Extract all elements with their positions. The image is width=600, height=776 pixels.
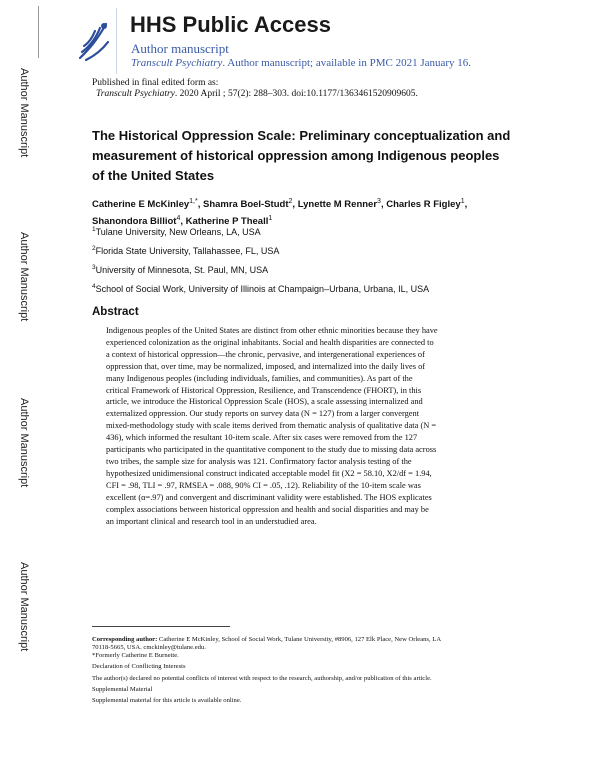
side-label-1: Author Manuscript — [18, 68, 30, 158]
affiliation-text: School of Social Work, University of Illinois at Champaign–Urbana, Urbana, IL, USA — [95, 284, 430, 294]
affiliation-text: Tulane University, New Orleans, LA, USA — [95, 227, 261, 237]
author-name: Charles R Figley — [386, 199, 461, 211]
abstract-line: experienced colonization as the original inhabitants. Social and health disparities are connected to — [106, 337, 434, 347]
abstract-line: oppression that, over time, may be normalized, imposed, and internalized into the daily lives of — [106, 361, 426, 371]
abstract-line: many Indigenous peoples (including individuals, families, and communities). As part of the — [106, 373, 413, 383]
abstract-heading: Abstract — [92, 306, 139, 318]
affiliation-sup: 1 — [92, 226, 96, 233]
author-name: Katherine P Theall — [185, 216, 269, 228]
author-sup: 1 — [460, 198, 465, 205]
author-name: Catherine E McKinley — [92, 199, 190, 211]
side-label-4: Author Manuscript — [18, 562, 30, 652]
abstract-line: externalized oppression. Our study reports on survey data (N = 127) from a larger convergent — [106, 409, 420, 419]
side-label-3: Author Manuscript — [18, 398, 30, 488]
author-sup: 3 — [377, 198, 381, 205]
abstract-line: article, we introduce the Historical Oppression Scale (HOS), a scale assessing internalized and — [106, 397, 423, 407]
affiliation-3 — [92, 264, 268, 275]
affiliation-sup: 4 — [92, 283, 96, 290]
header-divider — [116, 8, 117, 74]
hhs-public-access-title: HHS Public Access — [130, 12, 331, 37]
abstract-line: hypothesized unidimensional construct indicated acceptable model fit (X2 = 58.10, X2/df = 1.94, — [106, 468, 432, 478]
abstract-line: critical Framework of Historical Oppression, Resilience, and Transcendence (FHORT), in this — [106, 385, 422, 395]
citation-line — [96, 89, 418, 99]
formerly-note: *Formerly Catherine E Burnette. — [92, 652, 179, 659]
declaration-heading: Declaration of Conflicting Interests — [92, 663, 186, 670]
corresponding-label: Corresponding author: — [92, 636, 158, 643]
side-column — [0, 0, 48, 776]
abstract-line: CFI = .98, TLI = .97, RMSEA = .088, 90% CI = .05, .12). Reliability of the 10-item scale was — [106, 480, 421, 490]
supplemental-heading: Supplemental Material — [92, 686, 153, 693]
affiliation-sup: 3 — [92, 264, 96, 271]
author-list: Catherine E McKinley$^{1,*}$, Shamra Boel-Studt$^2$, Lynette M Renner$^3$, Charles R Figley$^1$, Shanondora Billiot$^4$, Katherine P Theall$^1$ — [92, 198, 468, 228]
abstract-line: excellent (α=.97) and convergent and discriminant validity were established. The HOS explicates — [106, 492, 432, 502]
author-name: Shamra Boel-Studt — [202, 199, 289, 211]
author-name: Shanondora Billiot — [92, 216, 177, 228]
abstract-line: participants who participated in the quantitative component to the study due to missing data across — [106, 445, 437, 455]
footnote-divider — [92, 626, 230, 627]
abstract-line: an important clinical and research tool in an understudied area. — [106, 516, 317, 526]
journal-name: Transcult Psychiatry — [131, 57, 223, 69]
corresponding-address: 70118-5665, USA. cmckinley@tulane.edu. — [92, 644, 206, 651]
declaration-text: The author(s) declared no potential conflicts of interest with respect to the research, authorship, and/or publication of this article. — [92, 675, 432, 682]
published-label: Published in final edited form as: — [92, 78, 219, 88]
abstract-line: mixed-methodology study with scale items derived from thematic analysis of qualitative data (N = — [106, 421, 437, 431]
affiliation-sup: 2 — [92, 245, 96, 252]
side-divider — [38, 6, 39, 58]
side-label-2: Author Manuscript — [18, 232, 30, 322]
corresponding-author-note — [92, 636, 532, 644]
affiliation-text: University of Minnesota, St. Paul, MN, USA — [95, 265, 269, 275]
author-sup: 2 — [288, 198, 293, 205]
citation-journal: Transcult Psychiatry — [96, 89, 175, 99]
availability-text: . Author manuscript; available in PMC 2021 January 16. — [222, 57, 472, 69]
citation-details: . 2020 April ; 57(2): 288–303. doi:10.1177/1363461520909605. — [174, 89, 418, 99]
author-sup: 1,* — [189, 198, 198, 205]
affiliation-1 — [92, 226, 261, 237]
article-title: The Historical Oppression Scale: Preliminary conceptualization and measurement of historical oppression among Indigenous peoples of the United States — [92, 128, 511, 183]
author-manuscript-label: Author manuscript — [131, 41, 229, 56]
hhs-eagle-logo — [74, 16, 114, 66]
supplemental-text: Supplemental material for this article is available online. — [92, 697, 242, 704]
abstract-line: two tribes, the sample size for analysis was 121. Confirmatory factor analysis testing of the — [106, 456, 412, 466]
abstract-body — [106, 325, 506, 527]
affiliation-2 — [92, 245, 279, 256]
abstract-line: 436), which informed the resultant 10-item scale. After six cases were removed from the 127 — [106, 433, 418, 443]
affiliation-4 — [92, 283, 429, 294]
affiliation-text: Florida State University, Tallahassee, FL, USA — [95, 246, 280, 256]
corresponding-text: Catherine E McKinley, School of Social Work, Tulane University, #8906, 127 Elk Place, New Orleans, LA — [157, 636, 442, 643]
journal-availability — [131, 57, 471, 69]
author-sup: 4 — [176, 215, 181, 223]
abstract-line: Indigenous peoples of the United States are distinct from other ethnic minorities because they have — [106, 326, 438, 335]
author-name: Lynette M Renner — [297, 199, 378, 211]
abstract-line: a context of historical oppression—the chronic, pervasive, and intergenerational experiences of — [106, 349, 425, 359]
author-sup: 1 — [268, 215, 273, 223]
abstract-line: complex associations between historical oppression and health and social disparities and may be — [106, 504, 429, 514]
